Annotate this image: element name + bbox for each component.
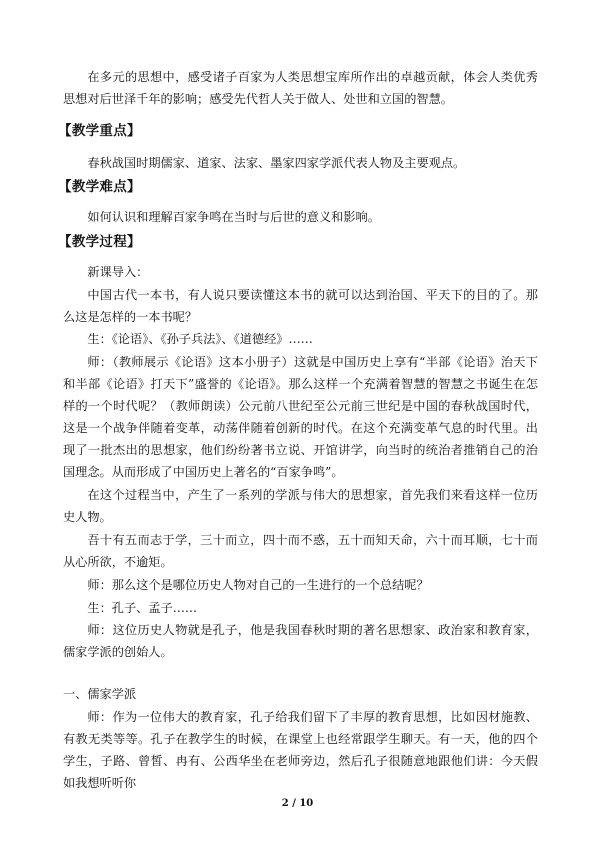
section-title-confucianism: 一、儒家学派 bbox=[63, 687, 137, 701]
process-paragraph: 师：（教师展示《论语》这本小册子）这就是中国历史上享有“半部《论语》治天下和半部《论语》打天下”盛誉的《论语》。那么这样一个充满着智慧的智慧之书诞生在怎样的一个时代呢？（教师朗读）公元前八世纪至公元前三世纪是中国的春秋战国时代，这是一个战争伴随着变革，动荡伴随着创新的时代。在这个充满变革气息的时代里。出现了一批杰出的思想家，他们纷纷著书立说、开馆讲学，向当时的统治者推销自己的治国理念。从而形成了中国历史上著名的“百家争鸣”。 bbox=[63, 355, 538, 479]
process-paragraph: 吾十有五而志于学，三十而立，四十而不惑，五十而知天命，六十而耳顺，七十而从心所欲，不逾矩。 bbox=[63, 533, 538, 569]
heading-process: 【 教学过程 】 bbox=[58, 232, 141, 252]
process-paragraph: 师：那么这个是哪位历史人物对自己的一生进行的一个总结呢？ bbox=[87, 578, 429, 592]
heading-difficulties: 【 教学难点 】 bbox=[58, 177, 141, 197]
key-points-paragraph: 春秋战国时期儒家、道家、法家、墨家四家学派代表人物及主要观点。 bbox=[87, 156, 466, 170]
section-paragraph: 师：作为一位伟大的教育家，孔子给我们留下了丰厚的教育思想，比如因材施教、有教无类等等。孔子在教学生的时候，在课堂上也经常跟学生聊天。有一天，他的四个学生，子路、曾皙、冉有、公西华坐在老师旁边，然后孔子很随意地跟他们讲：今天假如我想听听你 bbox=[63, 710, 538, 790]
objectives-paragraph: 在多元的思想中，感受诸子百家为人类思想宝库所作出的卓越贡献，体会人类优秀思想对后世泽千年的影响；感受先代哲人关于做人、处世和立国的智慧。 bbox=[63, 70, 538, 106]
process-paragraph: 生：《论语》、《孙子兵法》、《道德经》…… bbox=[87, 332, 313, 346]
difficulties-paragraph: 如何认识和理解百家争鸣在当时与后世的意义和影响。 bbox=[87, 210, 380, 224]
heading-key-points: 【 教学重点 】 bbox=[58, 121, 141, 141]
page-number: 2 / 10 bbox=[281, 798, 314, 809]
process-paragraph: 中国古代一本书，有人说只要读懂这本书的就可以达到治国、平天下的目的了。那么这是怎样的一本书呢？ bbox=[63, 288, 538, 324]
process-paragraph: 在这个过程当中，产生了一系列的学派与伟大的思想家，首先我们来看这样一位历史人物。 bbox=[63, 488, 538, 524]
process-paragraph: 新课导入： bbox=[87, 265, 149, 279]
process-paragraph: 生：孔子、孟子…… bbox=[87, 601, 198, 615]
process-paragraph: 师：这位历史人物就是孔子，他是我国春秋时期的著名思想家、政治家和教育家，儒家学派的创始人。 bbox=[63, 623, 538, 659]
